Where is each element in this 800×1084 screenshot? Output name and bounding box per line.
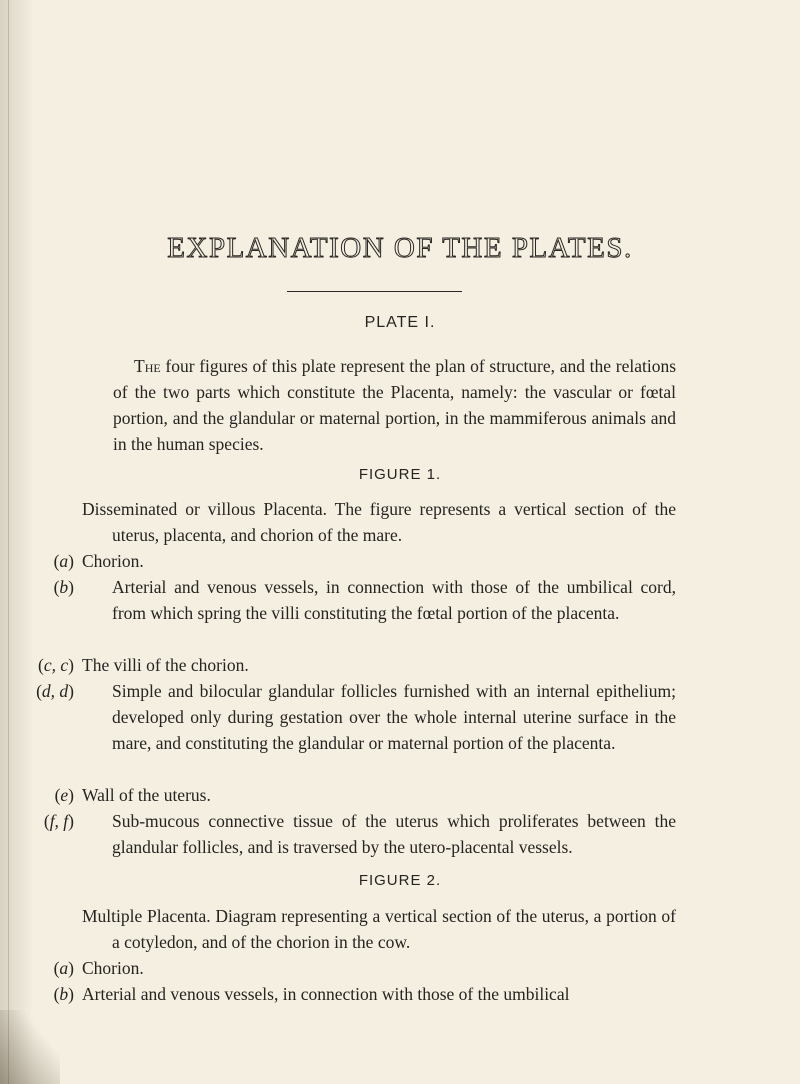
figure-2-heading: FIGURE 2.: [358, 872, 442, 889]
page-corner-shadow: [0, 1010, 60, 1084]
page-title: EXPLANATION OF THE PLATES.: [167, 232, 633, 264]
intro-text: four figures of this plate represent the plan of structure, and the relations of the two parts which constitute the Placenta, namely: the vascular or fœtal portion, and the glandular or maternal portion, in the mammiferous animals and in the human species.: [113, 356, 676, 454]
item-text: Sub-mucous connective tissue of the uterus which proliferates between the glandular follicles, and is traversed by the utero-placental vessels.: [112, 811, 676, 857]
item-label: (f, f): [43, 811, 74, 831]
item-label: (b): [53, 577, 74, 597]
title-divider: [287, 291, 462, 292]
item-text: Chorion.: [82, 551, 144, 571]
item-text: Wall of the uterus.: [82, 785, 211, 805]
item-text: Simple and bilocular glandular follicles furnished with an internal epithelium; developed only during gestation over the whole internal uterine surface in the mare, and constituting the glandular or maternal portion of the placenta.: [112, 681, 676, 753]
item-text: Arterial and venous vessels, in connection with those of the umbilical: [82, 984, 570, 1004]
item-label: (a): [53, 958, 74, 978]
figure-2-description: Multiple Placenta. Diagram representing a vertical section of the uterus, a portion of a cotyledon, and of the chorion in the cow.: [82, 906, 676, 952]
item-label: (b): [53, 984, 74, 1004]
item-label: (c, c): [38, 655, 74, 675]
item-text: The villi of the chorion.: [82, 655, 249, 675]
item-text: Arterial and venous vessels, in connection with those of the umbilical cord, from which spring the villi constituting the fœtal portion of the placenta.: [112, 577, 676, 623]
intro-lead-word: The: [134, 356, 161, 376]
item-label: (d, d): [36, 681, 74, 701]
page-edge-shadow: [0, 0, 34, 1084]
plate-intro-paragraph: [113, 353, 676, 457]
item-text: Chorion.: [82, 958, 144, 978]
item-label: (e): [54, 785, 74, 805]
page-edge-line: [8, 0, 9, 1084]
item-label: (a): [53, 551, 74, 571]
plate-heading: PLATE I.: [364, 314, 436, 331]
figure-1-description: Disseminated or villous Placenta. The figure represents a vertical section of the uterus, placenta, and chorion of the mare.: [82, 499, 676, 545]
figure-1-heading: FIGURE 1.: [358, 466, 442, 483]
